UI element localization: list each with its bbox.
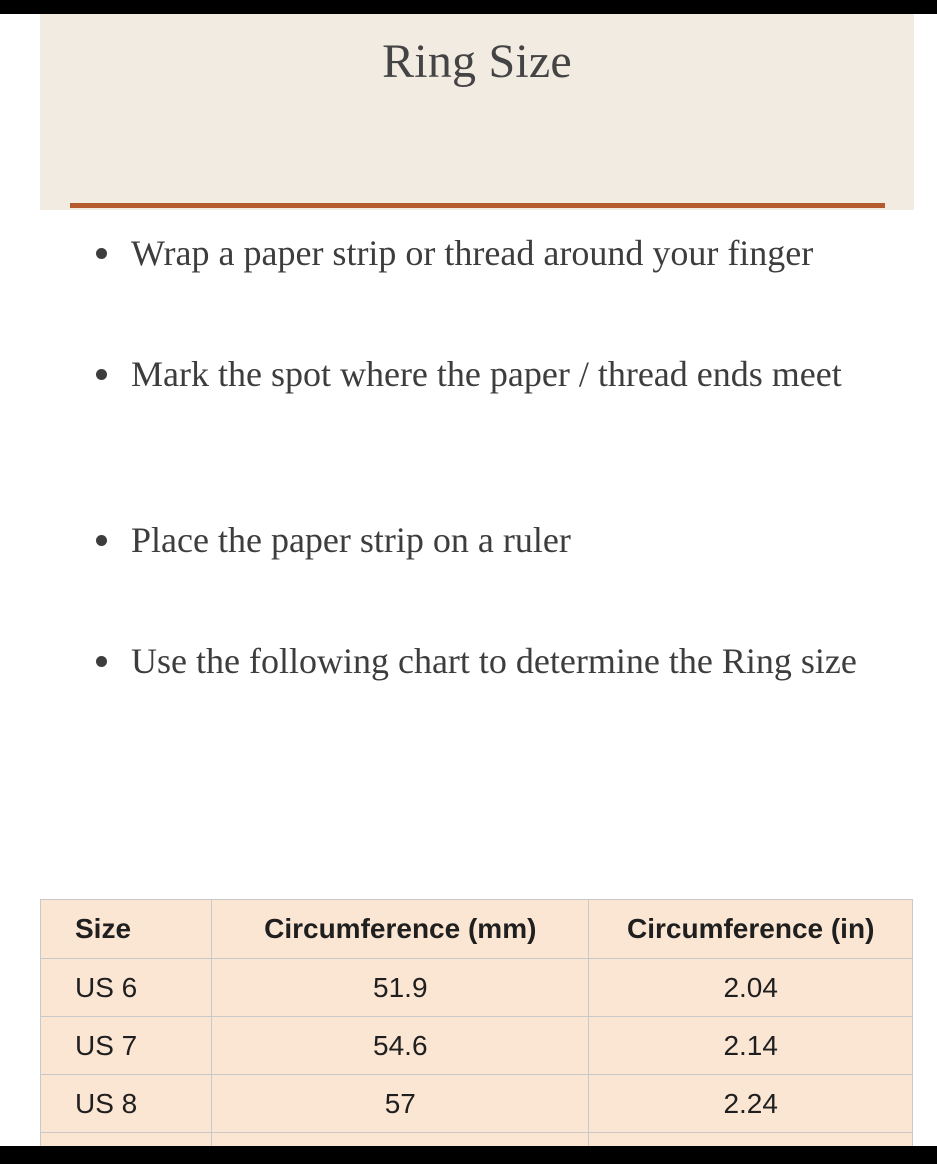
cell-size: US 7 [41, 1017, 212, 1075]
table-row [41, 1075, 913, 1133]
instruction-text: Mark the spot where the paper / thread ends meet [131, 354, 842, 394]
ring-size-table [40, 899, 913, 1146]
cell-size [41, 1133, 212, 1147]
cell-circumference-mm: 57 [212, 1075, 589, 1133]
instruction-item [96, 351, 856, 397]
cell-size: US 8 [41, 1075, 212, 1133]
header-circumference-mm: Circumference (mm) [212, 900, 589, 959]
cell-circumference-in [589, 1133, 913, 1147]
table-row [41, 1133, 913, 1147]
bullet-icon [96, 656, 107, 667]
header-circumference-in: Circumference (in) [589, 900, 913, 959]
cell-circumference-in: 2.14 [589, 1017, 913, 1075]
cell-circumference-in: 2.04 [589, 959, 913, 1017]
page-title: Ring Size [382, 35, 572, 88]
bullet-icon [96, 248, 107, 259]
header-band [40, 14, 914, 210]
table-row [41, 1017, 913, 1075]
bullet-icon [96, 369, 107, 380]
top-frame-bar [0, 0, 937, 14]
cell-circumference-mm [212, 1133, 589, 1147]
table-row [41, 959, 913, 1017]
ring-size-table-container [40, 899, 914, 1146]
instruction-item [96, 517, 916, 563]
header-size: Size [41, 900, 212, 959]
bottom-frame-bar [0, 1146, 937, 1164]
cell-circumference-in: 2.24 [589, 1075, 913, 1133]
cell-size: US 6 [41, 959, 212, 1017]
cell-circumference-mm: 51.9 [212, 959, 589, 1017]
instruction-text: Place the paper strip on a ruler [131, 520, 571, 560]
instruction-item [96, 638, 896, 684]
instruction-text: Wrap a paper strip or thread around your finger [131, 233, 814, 273]
instruction-item [96, 230, 916, 276]
table-header-row [41, 900, 913, 959]
bullet-icon [96, 535, 107, 546]
cell-circumference-mm: 54.6 [212, 1017, 589, 1075]
instruction-text: Use the following chart to determine the Ring size [131, 641, 857, 681]
title-divider [70, 203, 885, 208]
